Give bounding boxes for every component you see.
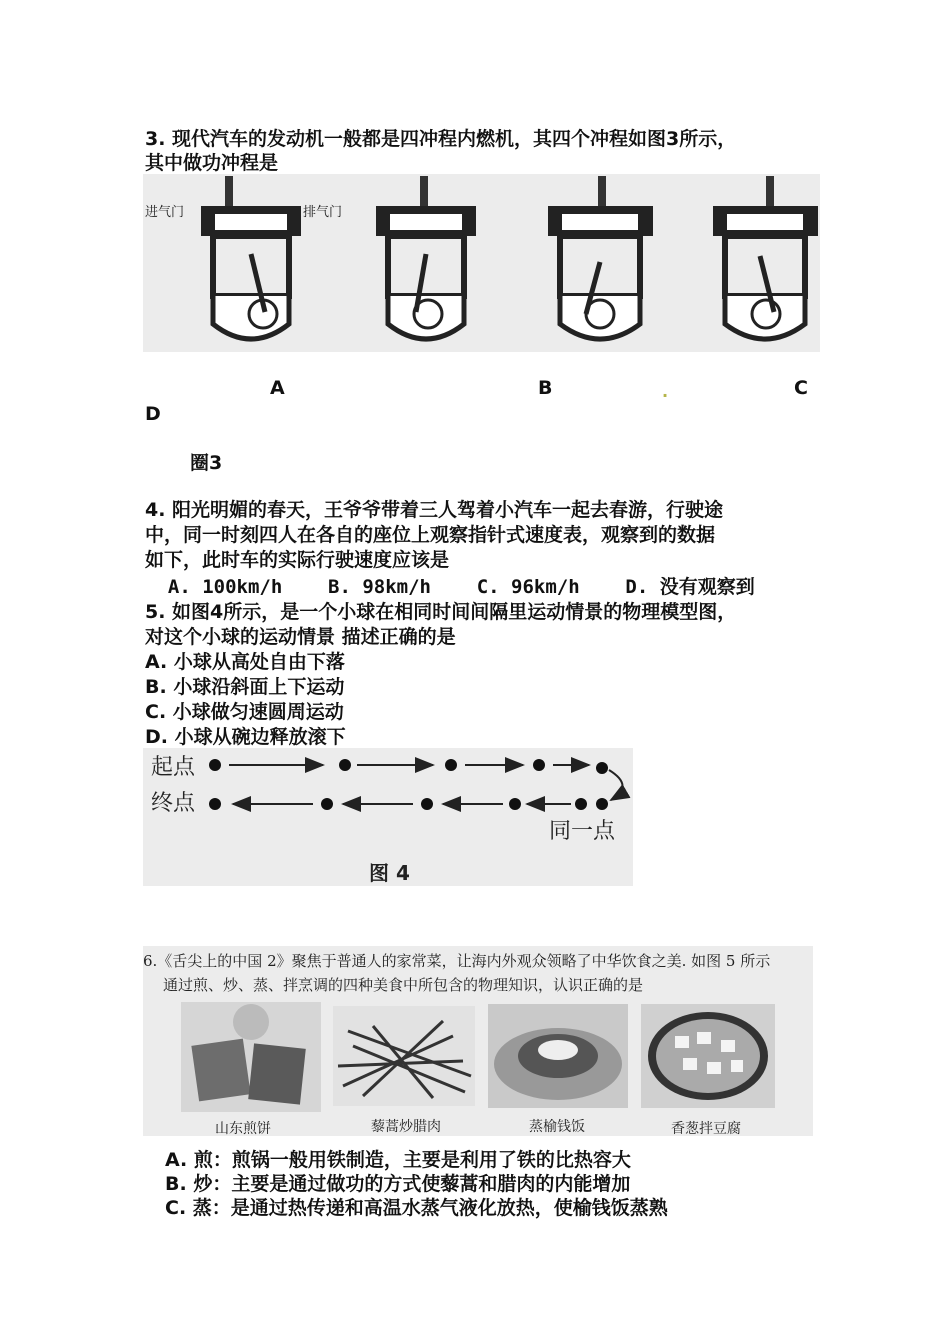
end-point-label: 终点 xyxy=(151,791,196,816)
ball-bottom-1 xyxy=(596,798,608,810)
q3-option-b: B xyxy=(538,377,553,399)
ball-top-1 xyxy=(209,759,221,771)
q6-line-1: 6.《舌尖上的中国 2》聚焦于普通人的家常菜，让海内外观众领略了中华饮食之美. 如图 5 所示 xyxy=(143,952,771,970)
ball-motion-figure xyxy=(143,748,633,886)
q6-option-b: B. 炒：主要是通过做功的方式使藜蒿和腊肉的内能增加 xyxy=(165,1173,631,1195)
q5-option-c: C. 小球做匀速圆周运动 xyxy=(145,701,344,723)
q3-option-d: D xyxy=(145,403,161,425)
figure-4-caption: 图 4 xyxy=(369,861,410,885)
q6-line-2: 通过煎、炒、蒸、拌烹调的四种美食中所包含的物理知识，认识正确的是 xyxy=(163,976,644,994)
q5-line-2: 对这个小球的运动情景 描述正确的是 xyxy=(145,626,456,648)
ball-top-2 xyxy=(339,759,351,771)
food-label-3: 蒸榆钱饭 xyxy=(529,1119,585,1135)
q4-line-2: 中，同一时刻四人在各自的座位上观察指针式速度表，观察到的数据 xyxy=(145,524,716,546)
ball-bottom-4 xyxy=(421,798,433,810)
exhaust-valve-label: 排气门 xyxy=(303,205,343,220)
ball-top-3 xyxy=(445,759,457,771)
q5-option-d: D. 小球从碗边释放滚下 xyxy=(145,726,346,748)
q3-option-a: A xyxy=(270,377,285,399)
food-photo-steamed xyxy=(488,1004,628,1108)
food-photo-jianbing xyxy=(181,1002,321,1112)
ball-top-5 xyxy=(596,762,608,774)
q5-line-1: 5. 如图4所示，是一个小球在相同时间间隔里运动情景的物理模型图， xyxy=(145,601,737,623)
same-point-label: 同一点 xyxy=(549,819,616,844)
q3-line-2: 其中做功冲程是 xyxy=(145,152,279,174)
q3-figure-caption: 圈3 xyxy=(190,452,223,474)
food-figure xyxy=(143,946,813,1136)
stray-dot: . xyxy=(662,382,669,401)
q4-options: A. 100km/h B. 98km/h C. 96km/h D. 没有观察到 xyxy=(145,576,755,598)
q3-line-1: 3. 现代汽车的发动机一般都是四冲程内燃机，其四个冲程如图3所示， xyxy=(145,128,737,150)
food-photo-stirfry xyxy=(333,1006,475,1106)
q6-option-c: C. 蒸：是通过热传递和高温水蒸气液化放热，使榆钱饭蒸熟 xyxy=(165,1197,668,1219)
food-label-2: 藜蒿炒腊肉 xyxy=(371,1119,441,1135)
ball-bottom-6 xyxy=(209,798,221,810)
ball-bottom-3 xyxy=(509,798,521,810)
food-label-4: 香葱拌豆腐 xyxy=(671,1121,741,1137)
q3-option-c: C xyxy=(794,377,808,399)
engine-figure xyxy=(143,174,820,352)
ball-bottom-2 xyxy=(575,798,587,810)
food-photo-tofu xyxy=(641,1004,775,1108)
food-label-1: 山东煎饼 xyxy=(215,1121,271,1137)
ball-top-4 xyxy=(533,759,545,771)
intake-valve-label: 进气门 xyxy=(145,205,185,220)
q4-line-1: 4. 阳光明媚的春天，王爷爷带着三人驾着小汽车一起去春游，行驶途 xyxy=(145,499,724,521)
q5-option-b: B. 小球沿斜面上下运动 xyxy=(145,676,345,698)
start-point-label: 起点 xyxy=(151,755,196,780)
q4-line-3: 如下，此时车的实际行驶速度应该是 xyxy=(145,549,450,571)
q5-option-a: A. 小球从高处自由下落 xyxy=(145,651,345,673)
ball-bottom-5 xyxy=(321,798,333,810)
q6-option-a: A. 煎：煎锅一般用铁制造，主要是利用了铁的比热容大 xyxy=(165,1149,631,1171)
